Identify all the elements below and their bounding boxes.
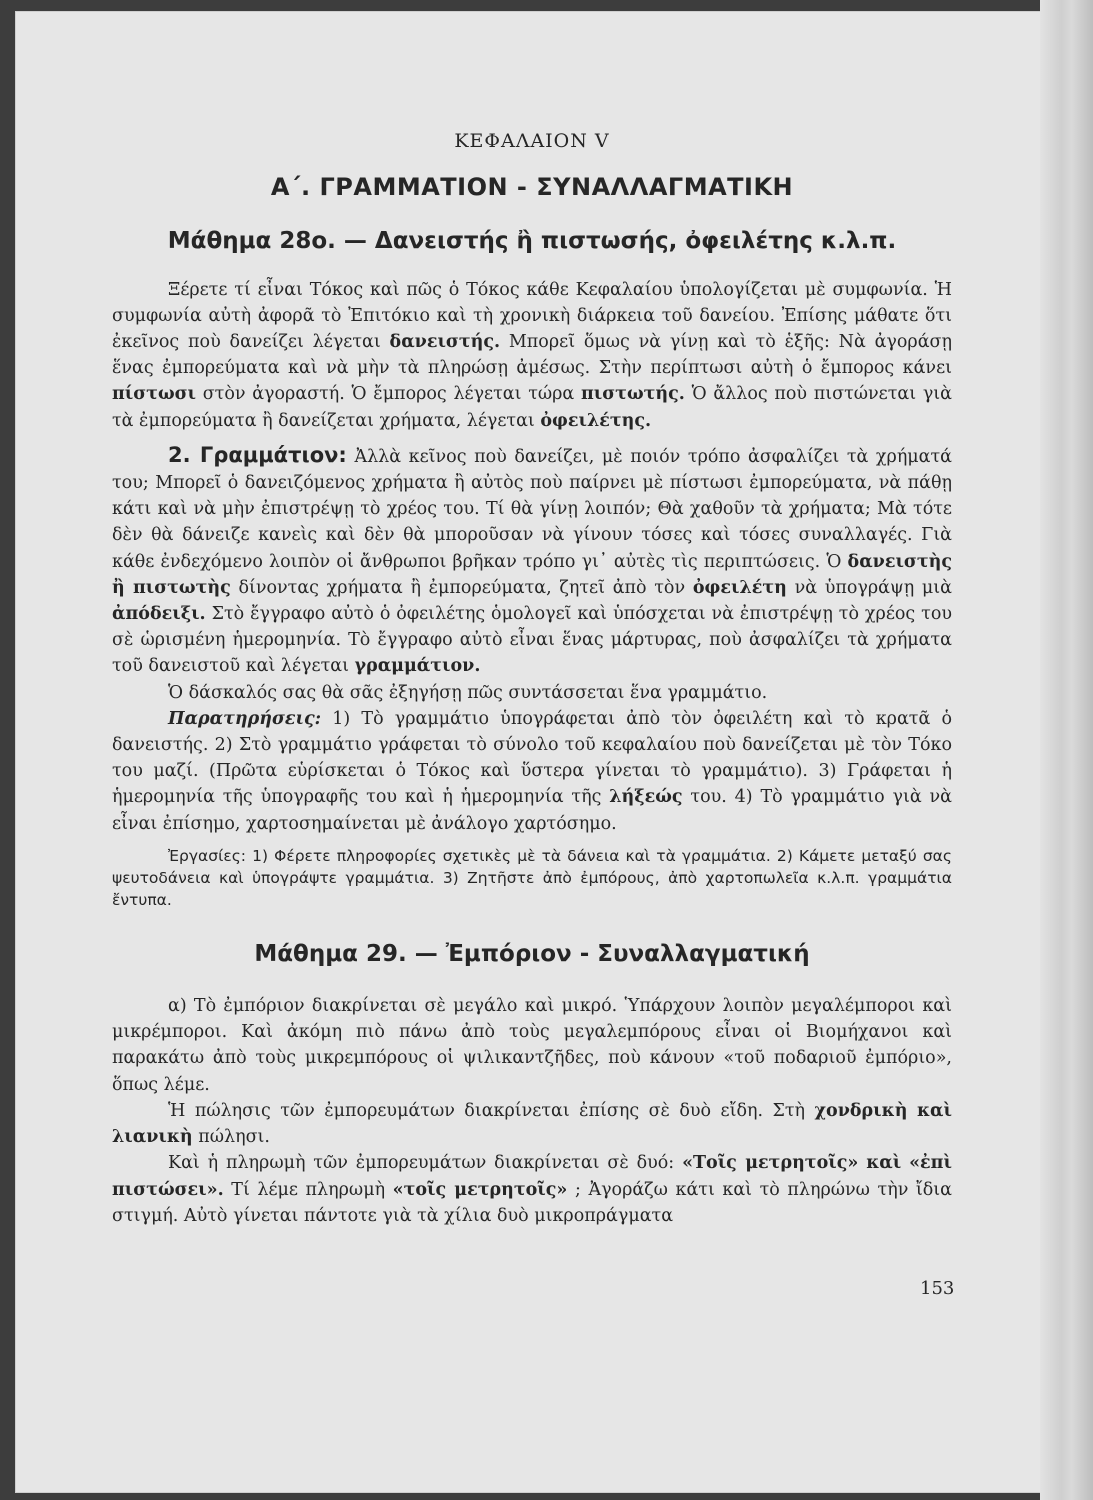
text-run: Ὁ ἄλλος ποὺ πιστώνεται γιὰ τὰ ἐμπορεύματα ἢ δανείζεται χρήματα, λέγεται xyxy=(112,384,952,431)
term-cash: «Τοῖς μετρητοῖς» xyxy=(682,1153,859,1174)
text-run: 1) Τὸ γραμμάτιο ὑπογράφεται ἀπὸ τὸν ὀφειλέτη καὶ τὸ κρατᾶ ὁ δανειστής. 2) Στὸ γραμμάτιο γράφεται τὸ σύνολο τοῦ κεφαλαίου ποὺ δανείζεται μὲ τὸν Τόκο του μαζί. (Πρῶτα εὑρίσκεται ὁ Τόκος καὶ ὕστερα γίνεται τὸ γραμμάτιο). 3) Γράφεται ἡ ἡμερομηνία τῆς ὑπογραφῆς του καὶ ἡ ἡμερομηνία τῆς xyxy=(112,708,952,808)
term-on-credit: «ἐπὶ πιστώσει». xyxy=(112,1153,952,1200)
term-cash: «τοῖς μετρητοῖς» xyxy=(392,1179,568,1200)
term-debtor: ὀφειλέτης. xyxy=(540,410,652,431)
term-maturity: λήξεώς xyxy=(609,787,683,808)
lesson-28-paragraph-3: Ὁ δάσκαλός σας θὰ σᾶς ἐξηγήσῃ πῶς συντάσσεται ἕνα γραμμάτιο. xyxy=(168,682,768,703)
page-content xyxy=(112,128,952,1229)
text-run: Ξέρετε τί εἶναι Τόκος καὶ πῶς ὁ Τόκος κάθε Κεφαλαίου ὑπολογίζεται μὲ συμφωνία. Ἡ συμφωνία αὐτὴ ἀφορᾶ τὸ Ἐπιτόκιο καὶ τὴ χρονικὴ διάρκεια τοῦ δανείου. Ἐπίσης μάθατε ὅτι ἐκεῖνος ποὺ δανείζει λέγεται xyxy=(112,279,952,353)
term-creditor: πιστωτής. xyxy=(580,384,685,405)
text-run: καὶ xyxy=(866,1153,902,1174)
lesson-29-paragraph-1: α) Τὸ ἐμπόριον διακρίνεται σὲ μεγάλο καὶ μικρό. Ὑπάρχουν λοιπὸν μεγαλέμποροι καὶ μικρέμποροι. Καὶ ἀκόμη πιὸ πάνω ἀπὸ τοὺς μεγαλεμπόρους εἶναι οἱ Βιομήχανοι καὶ παρακάτω ἀπὸ τοὺς μικρεμπόρους οἱ ψιλικαντζῆδες, ποὺ κάνουν «τοῦ ποδαριοῦ ἐμπόριο», ὅπως λέμε. xyxy=(112,996,952,1095)
text-run: Μπορεῖ ὅμως νὰ γίνῃ καὶ τὸ ἑξῆς: Νὰ ἀγοράσῃ ἕνας ἐμπορεύματα καὶ νὰ μὴν τὰ πληρώσῃ ἀμέσως. Στὴν περίπτωσι αὐτὴ ὁ ἔμπορος κάνει xyxy=(112,332,952,379)
chapter-heading: ΚΕΦΑΛΑΙΟΝ V xyxy=(454,130,610,152)
text-run: νὰ ὑπογράψῃ μιὰ xyxy=(794,577,952,598)
remarks-lead: Παρατηρήσεις: xyxy=(168,708,322,729)
paragraph-lead: 2. Γραμμάτιον: xyxy=(168,442,347,467)
text-run: Στὸ ἔγγραφο αὐτὸ ὁ ὀφειλέτης ὁμολογεῖ καὶ ὑπόσχεται νὰ ἐπιστρέψῃ τὸ χρέος του σὲ ὡρισμένη ἡμερομηνία. Τὸ ἔγγραφο αὐτὸ εἶναι ἕνας μάρτυρας, ποὺ ἀσφαλίζει τὰ χρήματα τοῦ δανειστοῦ καὶ λέγεται xyxy=(112,604,952,677)
lesson-28-paragraph-2 xyxy=(112,442,952,680)
term-promissory-note: γραμμάτιον. xyxy=(354,656,481,677)
text-run: στὸν ἀγοραστή. Ὁ ἔμπορος λέγεται τώρα xyxy=(202,384,575,405)
text-run: του. 4) Τὸ γραμμάτιο γιὰ νὰ εἶναι ἐπίσημο, χαρτοσημαίνεται μὲ ἀνάλογο χαρτόσημο. xyxy=(112,787,952,834)
term-retail: λιανικὴ xyxy=(112,1127,193,1148)
text-run: Ἡ πώλησις τῶν ἐμπορευμάτων διακρίνεται ἐπίσης σὲ δυὸ εἴδη. Στὴ xyxy=(168,1100,806,1121)
lesson-29-title: Μάθημα 29. — Ἐμπόριον - Συναλλαγματική xyxy=(254,940,810,967)
text-run: ; Ἀγοράζω κάτι καὶ τὸ πληρώνω τὴν ἴδια στιγμή. Αὐτὸ γίνεται πάντοτε γιὰ τὰ χίλια δυὸ μικροπράγματα xyxy=(112,1179,952,1226)
lesson-28-title: Μάθημα 28ο. — Δανειστής ἢ πιστωσής, ὀφειλέτης κ.λ.π. xyxy=(167,228,897,255)
term-debtor: ὀφειλέτη xyxy=(692,577,787,598)
text-run: καὶ xyxy=(916,1100,952,1121)
term-receipt: ἀπόδειξι. xyxy=(112,604,206,625)
lesson-28-remarks xyxy=(112,706,952,837)
text-run: Καὶ ἡ πληρωμὴ τῶν ἐμπορευμάτων διακρίνεται σὲ δυό: xyxy=(168,1153,675,1174)
text-run: πώλησι. xyxy=(198,1127,270,1148)
section-title: Α΄. ΓΡΑΜΜΑΤΙΟΝ - ΣΥΝΑΛΛΑΓΜΑΤΙΚΗ xyxy=(270,173,794,202)
term-wholesale: χονδρικὴ xyxy=(814,1100,908,1121)
lesson-28-paragraph-1 xyxy=(112,277,952,434)
term-credit: πίστωσι xyxy=(112,384,196,405)
lesson-28-exercises: Ἐργασίες: 1) Φέρετε πληροφορίες σχετικὲς μὲ τὰ δάνεια καὶ τὰ γραμμάτια. 2) Κάμετε μεταξύ σας ψευτοδάνεια καὶ ὑπογράψτε γραμμάτια. 3) Ζητῆστε ἀπὸ ἐμπόρους, ἀπὸ χαρτοπωλεῖα κ.λ.π. γραμμάτια ἔντυπα. xyxy=(112,846,952,909)
text-run: δίνοντας χρήματα ἢ ἐμπορεύματα, ζητεῖ ἀπὸ τὸν xyxy=(238,577,686,598)
lesson-29-paragraph-2 xyxy=(112,1098,952,1150)
term-lender-or-creditor: δανειστὴς ἢ πιστωτὴς xyxy=(112,551,952,598)
term-lender: δανειστής. xyxy=(389,332,501,353)
text-run: Ἀλλὰ κεῖνος ποὺ δανείζει, μὲ ποιόν τρόπο ἀσφαλίζει τὰ χρήματά του; Μπορεῖ ὁ δανειζόμενος χρήματα ἢ αὐτὸς ποὺ παίρνει μὲ πίστωσι ἐμπορεύματα, νὰ πάθῃ κάτι καὶ νὰ μὴν ἐπιστρέψῃ τὸ χρέος του. Τί θὰ γίνῃ λοιπόν; Θὰ χαθοῦν τὰ χρήματα; Μὰ τότε δὲν θὰ δάνειζε κανεὶς καὶ δὲν θὰ μποροῦσαν νὰ γίνουν τόσες καὶ τόσες συναλλαγές. Γιὰ κάθε ἐνδεχόμενο λοιπὸν οἱ ἄνθρωποι βρῆκαν τρόπο γι᾽ αὐτὲς τὶς περιπτώσεις. Ὁ xyxy=(112,446,952,572)
lesson-29-paragraph-3 xyxy=(112,1150,952,1229)
text-run: Τί λέμε πληρωμὴ xyxy=(231,1179,386,1200)
page-edge xyxy=(1040,0,1093,1500)
page-number: 153 xyxy=(920,1278,955,1299)
